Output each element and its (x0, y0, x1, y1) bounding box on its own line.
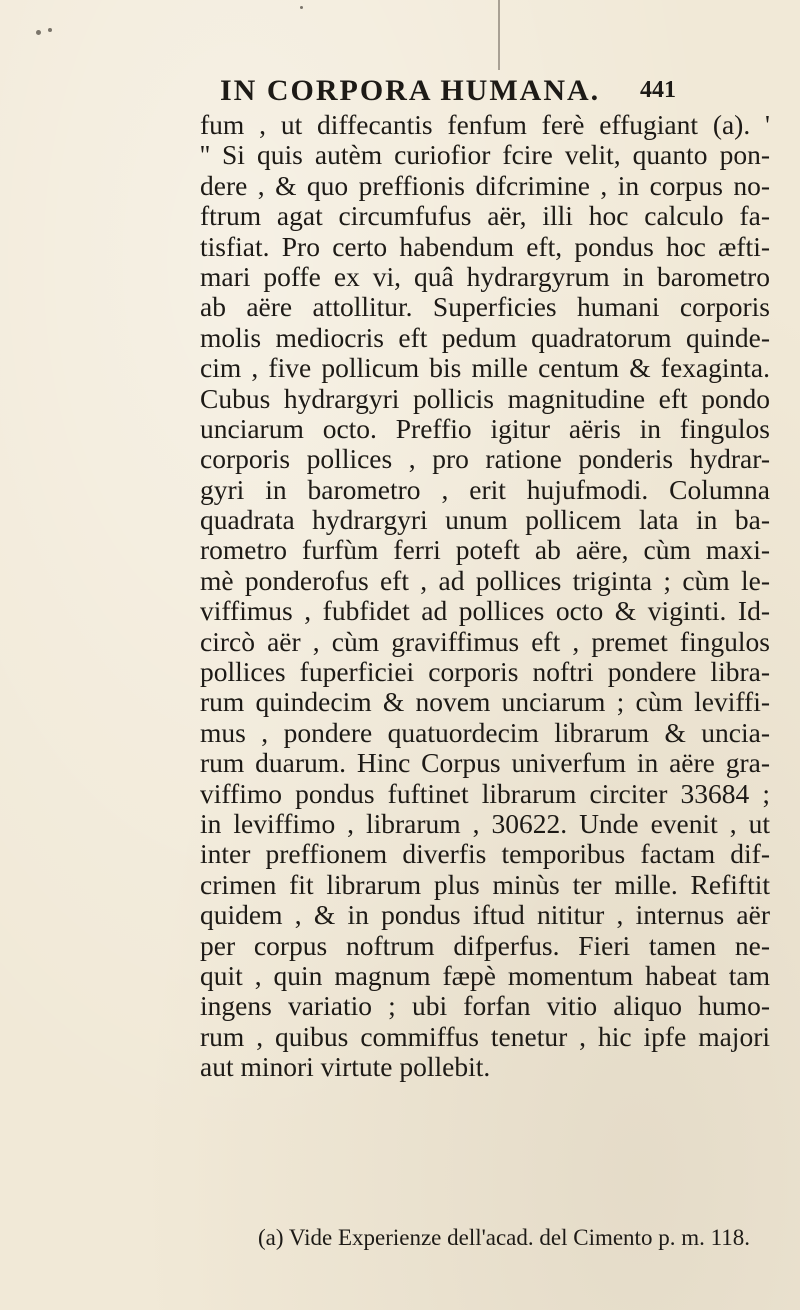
text-line: '' Si quis autèm curiofior fcire velit, quanto pon- (200, 139, 770, 171)
page-header (0, 74, 800, 108)
text-line: rum , quibus commiffus tenetur , hic ipfe majori (200, 1020, 770, 1052)
text-line: quadrata hydrargyri unum pollicem lata in ba- (200, 504, 770, 536)
text-line: unciarum octo. Preffio igitur aëris in fingulos (200, 412, 770, 444)
text-line: Cubus hydrargyri pollicis magnitudine eft pondo (200, 382, 770, 414)
text-line: mus , pondere quatuordecim librarum & uncia- (200, 716, 770, 748)
text-line: rometro furfùm ferri poteft ab aëre, cùm maxi- (200, 534, 770, 566)
text-line: rum duarum. Hinc Corpus univerfum in aëre gra- (200, 747, 770, 779)
text-line: quidem , & in pondus iftud nititur , internus aër (200, 899, 770, 931)
text-line: cim , five pollicum bis mille centum & fexaginta. (200, 352, 770, 384)
page-edge-line (498, 0, 500, 70)
text-line: rum quindecim & novem unciarum ; cùm leviffi- (200, 686, 770, 718)
text-line: ab aëre attollitur. Superficies humani corporis (200, 291, 770, 323)
text-line: fum , ut diffecantis fenfum ferè effugiant (a). ' (200, 109, 770, 140)
text-line: crimen fit librarum plus minùs ter mille. Refiftit (200, 868, 770, 900)
page-number: 441 (640, 77, 676, 103)
text-line: tisfiat. Pro certo habendum eft, pondus hoc æfti- (200, 230, 770, 262)
text-line: in leviffimo , librarum , 30622. Unde evenit , ut (200, 807, 770, 839)
text-line: circò aër , cùm graviffimus eft , premet fingulos (200, 625, 770, 657)
text-line: mari poffe ex vi, quâ hydrargyrum in barometro (200, 260, 770, 292)
main-text-block (200, 110, 770, 1083)
text-line: quit , quin magnum fæpè momentum habeat tam (200, 959, 770, 991)
running-head: IN CORPORA HUMANA. (220, 74, 601, 107)
text-line: dere , & quo preffionis difcrimine , in corpus no- (200, 169, 770, 201)
text-line: ingens variatio ; ubi forfan vitio aliquo humo- (200, 990, 770, 1022)
text-line: molis mediocris eft pedum quadratorum quinde- (200, 321, 770, 353)
text-line: corporis pollices , pro ratione ponderis hydrar- (200, 443, 770, 475)
text-line: viffimus , fubfidet ad pollices octo & viginti. Id- (200, 595, 770, 627)
footnote: (a) Vide Experienze dell'acad. del Cimento p. m. 118. (258, 1225, 750, 1250)
text-line: inter preffionem diverfis temporibus factam dif- (200, 838, 770, 870)
ink-speck (36, 30, 41, 35)
text-line: viffimo pondus fuftinet librarum circiter 33684 ; (200, 777, 770, 809)
ink-speck (300, 6, 303, 9)
text-line: gyri in barometro , erit hujufmodi. Columna (200, 473, 770, 505)
ink-speck (48, 28, 52, 32)
text-line: per corpus noftrum difperfus. Fieri tamen ne- (200, 929, 770, 961)
text-line: ftrum agat circumfufus aër, illi hoc calculo fa- (200, 200, 770, 232)
text-line: aut minori virtute pollebit. (200, 1051, 491, 1083)
text-line: mè ponderofus eft , ad pollices triginta ; cùm le- (200, 564, 770, 596)
text-line: pollices fuperficiei corporis noftri pondere libra- (200, 656, 770, 688)
